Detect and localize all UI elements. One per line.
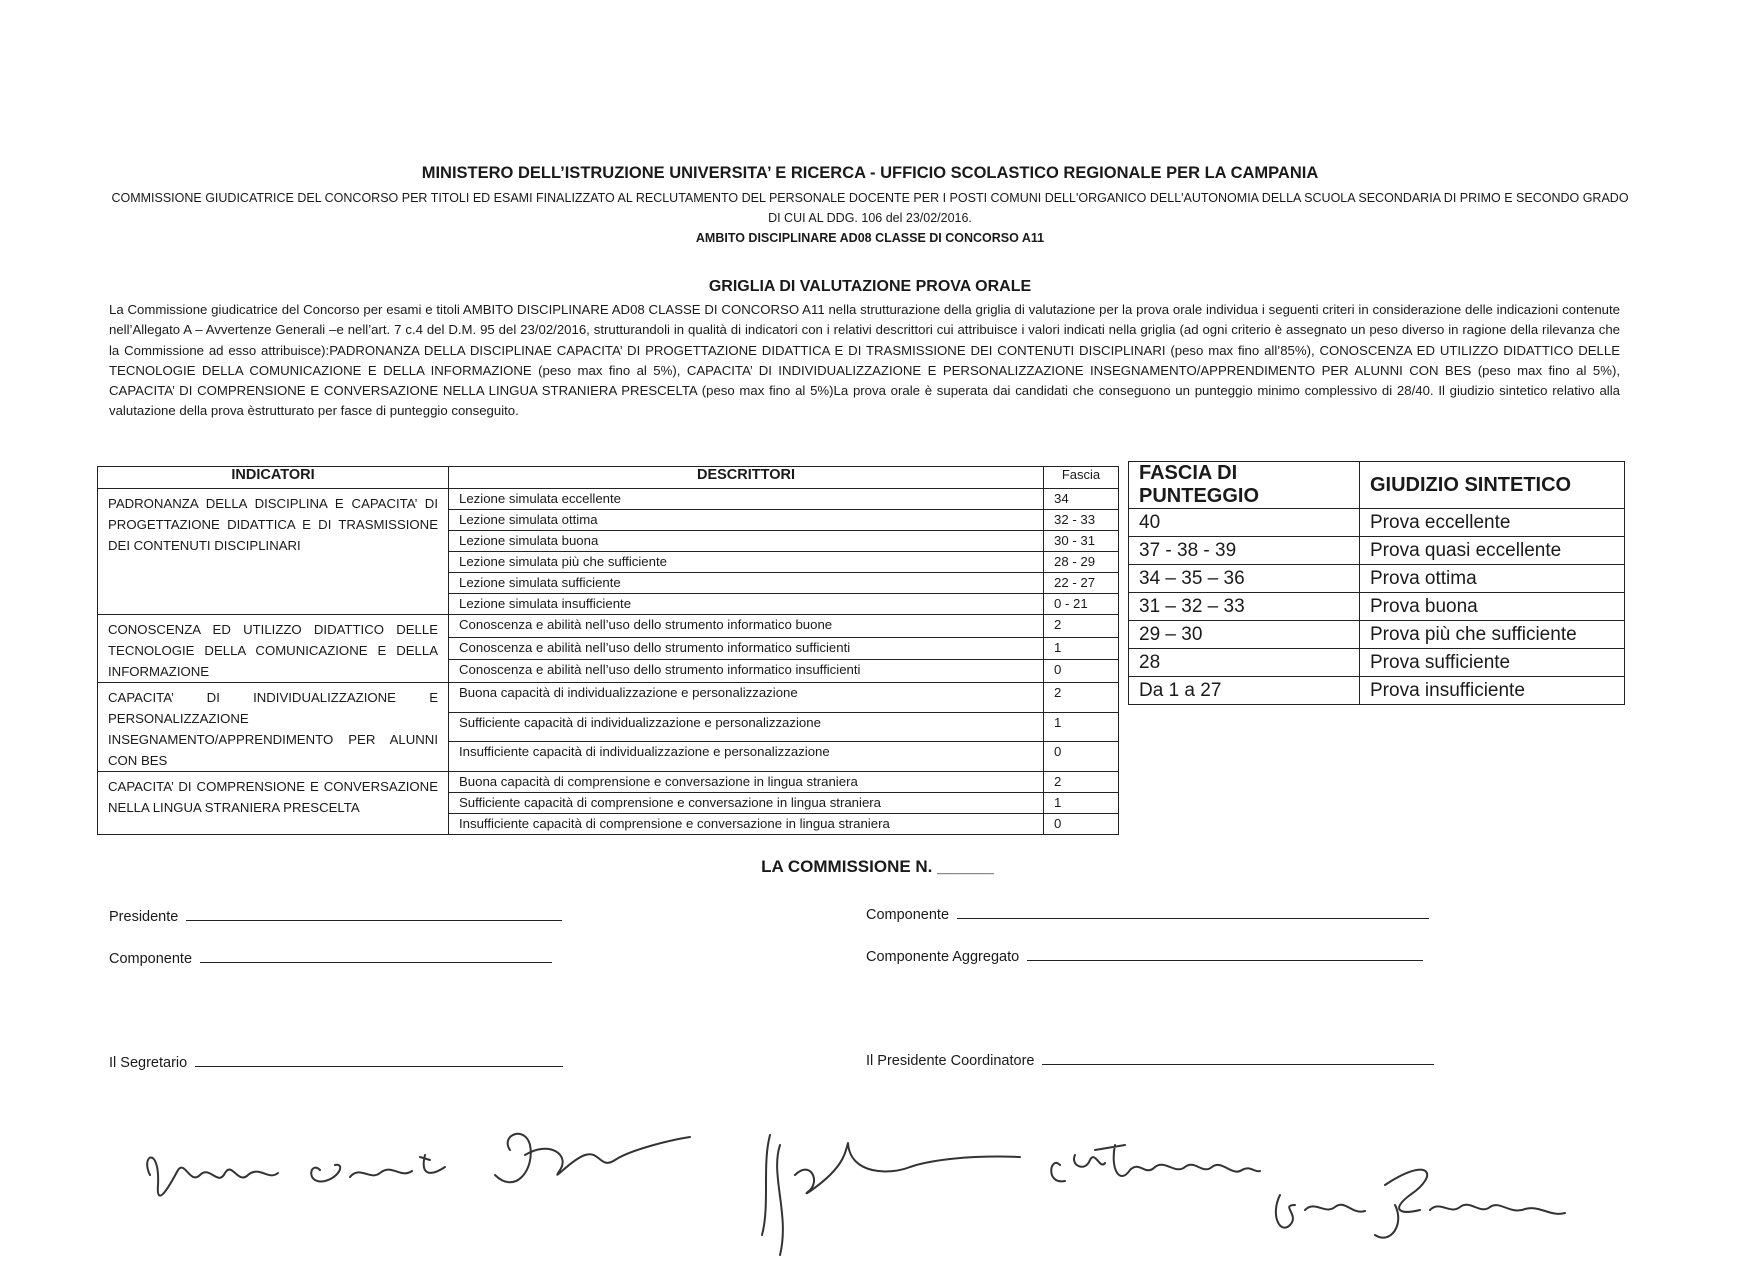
descrittore-cell: Sufficiente capacità di comprensione e conversazione in lingua straniera [449,793,1044,814]
header-descrittori: DESCRITTORI [449,467,1044,489]
header-fascia: Fascia [1044,467,1119,489]
fascia-cell: 34 [1044,489,1119,510]
fascia-cell: 32 - 33 [1044,510,1119,531]
giudizio-value-cell: Prova ottima [1360,565,1625,593]
presidente-coordinatore-field[interactable] [866,1050,1434,1069]
fascia-cell: 0 - 21 [1044,594,1119,615]
signature-1 [147,1155,445,1196]
presidente-line[interactable] [186,906,562,921]
score-row [1129,593,1625,621]
descrittore-cell: Lezione simulata più che sufficiente [449,552,1044,573]
fascia-value-cell: 34 – 35 – 36 [1129,565,1360,593]
componente-aggregato-line[interactable] [1027,946,1423,961]
fascia-value-cell: 40 [1129,509,1360,537]
grid-row [98,772,1119,793]
indicatore-cell: CAPACITA’ DI COMPRENSIONE E CONVERSAZIONE NELLA LINGUA STRANIERA PRESCELTA [98,772,449,835]
presidente-field[interactable] [109,906,562,925]
ministry-heading: MINISTERO DELL’ISTRUZIONE UNIVERSITA’ E RICERCA - UFFICIO SCOLASTICO REGIONALE PER LA CAMPANIA [421,164,1319,182]
componente-field-1[interactable] [109,948,552,967]
giudizio-value-cell: Prova sufficiente [1360,649,1625,677]
evaluation-grid-table [97,466,1119,835]
descrittore-cell: Insufficiente capacità di individualizzazione e personalizzazione [449,742,1044,772]
componente-field-2[interactable] [866,904,1429,923]
descrittore-cell: Lezione simulata buona [449,531,1044,552]
segretario-label: Il Segretario [109,1055,188,1071]
fascia-cell: 0 [1044,742,1119,772]
signature-4 [1051,1145,1260,1181]
signature-5 [1276,1170,1565,1238]
indicatore-cell: PADRONANZA DELLA DISCIPLINA E CAPACITA’ DI PROGETTAZIONE DIDATTICA E DI TRASMISSIONE DEI CONTENUTI DISCIPLINARI [98,489,449,615]
descrittore-cell: Lezione simulata insufficiente [449,594,1044,615]
descrittore-cell: Lezione simulata ottima [449,510,1044,531]
descrittore-cell: Conoscenza e abilità nell’uso dello strumento informatico sufficienti [449,637,1044,660]
segretario-line[interactable] [195,1052,563,1067]
grid-row [98,683,1119,713]
fascia-cell: 2 [1044,772,1119,793]
fascia-cell: 1 [1044,712,1119,742]
descrittore-cell: Insufficiente capacità di comprensione e conversazione in lingua straniera [449,814,1044,835]
commission-number-title: LA COMMISSIONE N. ______ [761,857,994,876]
score-row [1129,537,1625,565]
fascia-cell: 2 [1044,683,1119,713]
giudizio-value-cell: Prova buona [1360,593,1625,621]
descrittore-cell: Buona capacità di comprensione e conversazione in lingua straniera [449,772,1044,793]
fascia-cell: 0 [1044,814,1119,835]
header-fascia-punteggio: FASCIA DI PUNTEGGIO [1129,462,1360,509]
componente-label-1: Componente [109,951,193,967]
fascia-cell: 2 [1044,615,1119,638]
header-indicatori: INDICATORI [98,467,449,489]
giudizio-value-cell: Prova insufficiente [1360,677,1625,705]
signature-2 [495,1134,690,1182]
descrittore-cell: Buona capacità di individualizzazione e personalizzazione [449,683,1044,713]
presidente-label: Presidente [109,909,179,925]
intro-paragraph: La Commissione giudicatrice del Concorso per esami e titoli AMBITO DISCIPLINARE AD08 CLASSE DI CONCORSO A11 nella strutturazione della griglia di valutazione per la prova orale individua i seguenti criteri in considerazione delle indicazioni contenute nell’Allegato A – Avvertenze Generali –e nell’art. 7 c.4 del D.M. 95 del 23/02/2016, strutturandoli in qualità di indicatori con i relativi descrittori cui attribuisce i valori indicati nella griglia (ad ogni criterio è assegnato un peso diverso in ragione della rilevanza che la Commissione ad esso attribuisce):PADRONANZA DELLA DISCIPLINAE CAPACITA’ DI PROGETTAZIONE DIDATTICA E DI TRASMISSIONE DEI CONTENUTI DISCIPLINARI (peso max fino all’85%), CONOSCENZA ED UTILIZZO DIDATTICO DELLE TECNOLOGIE DELLA COMUNICAZIONE E DELLA INFORMAZIONE (peso max fino al 5%), CAPACITA’ DI INDIVIDUALIZZAZIONE E PERSONALIZZAZIONE INSEGNAMENTO/APPRENDIMENTO PER ALUNNI CON BES (peso max fino al 5%), CAPACITA’ DI COMPRENSIONE E CONVERSAZIONE NELLA LINGUA STRANIERA PRESCELTA (peso max fino al 5%)La prova orale è superata dai candidati che conseguono un punteggio minimo complessivo di 28/40. Il giudizio sintetico relativo alla valutazione della prova èstrutturato per fasce di punteggio conseguito. [109,302,1620,419]
fascia-value-cell: 31 – 32 – 33 [1129,593,1360,621]
score-row [1129,509,1625,537]
score-band-table [1128,461,1625,705]
presidente-coordinatore-label: Il Presidente Coordinatore [866,1053,1035,1069]
grid-row [98,615,1119,638]
presidente-coordinatore-line[interactable] [1042,1050,1434,1065]
fascia-cell: 1 [1044,637,1119,660]
componente-aggregato-field[interactable] [866,946,1423,965]
componente-line-1[interactable] [200,948,552,963]
handwritten-signatures [130,1115,1690,1265]
fascia-cell: 22 - 27 [1044,573,1119,594]
score-row [1129,677,1625,705]
fascia-value-cell: Da 1 a 27 [1129,677,1360,705]
fascia-cell: 0 [1044,660,1119,683]
giudizio-value-cell: Prova quasi eccellente [1360,537,1625,565]
giudizio-value-cell: Prova eccellente [1360,509,1625,537]
grid-title: GRIGLIA DI VALUTAZIONE PROVA ORALE [708,278,1032,295]
fascia-value-cell: 37 - 38 - 39 [1129,537,1360,565]
fascia-cell: 1 [1044,793,1119,814]
fascia-value-cell: 28 [1129,649,1360,677]
descrittore-cell: Sufficiente capacità di individualizzazione e personalizzazione [449,712,1044,742]
descrittore-cell: Lezione simulata eccellente [449,489,1044,510]
grid-row [98,489,1119,510]
fascia-value-cell: 29 – 30 [1129,621,1360,649]
score-row [1129,649,1625,677]
componente-aggregato-label: Componente Aggregato [866,949,1020,965]
segretario-field[interactable] [109,1052,563,1071]
giudizio-value-cell: Prova più che sufficiente [1360,621,1625,649]
descrittore-cell: Conoscenza e abilità nell’uso dello strumento informatico insufficienti [449,660,1044,683]
signature-3 [762,1135,1020,1255]
componente-label-2: Componente [866,907,950,923]
descrittore-cell: Conoscenza e abilità nell’uso dello strumento informatico buone [449,615,1044,638]
fascia-cell: 30 - 31 [1044,531,1119,552]
ambito-heading: AMBITO DISCIPLINARE AD08 CLASSE DI CONCORSO A11 [695,231,1045,245]
score-row [1129,621,1625,649]
score-row [1129,565,1625,593]
score-body [1129,509,1625,705]
indicatore-cell: CONOSCENZA ED UTILIZZO DIDATTICO DELLE TECNOLOGIE DELLA COMUNICAZIONE E DELLA INFORMAZIONE [98,615,449,683]
componente-line-2[interactable] [957,904,1429,919]
grid-body [98,489,1119,835]
fascia-cell: 28 - 29 [1044,552,1119,573]
indicatore-cell: CAPACITA’ DI INDIVIDUALIZZAZIONE E PERSONALIZZAZIONE INSEGNAMENTO/APPRENDIMENTO PER ALUNNI CON BES [98,683,449,772]
descrittore-cell: Lezione simulata sufficiente [449,573,1044,594]
header-giudizio-sintetico: GIUDIZIO SINTETICO [1360,462,1625,509]
commission-heading: COMMISSIONE GIUDICATRICE DEL CONCORSO PER TITOLI ED ESAMI FINALIZZATO AL RECLUTAMENTO DEL PERSONALE DOCENTE PER I POSTI COMUNI DELL'ORGANICO DELL'AUTONOMIA DELLA SCUOLA SECONDARIA DI PRIMO E SECONDO GRADO DI CUI AL DDG. 106 del 23/02/2016. [111,191,1629,225]
